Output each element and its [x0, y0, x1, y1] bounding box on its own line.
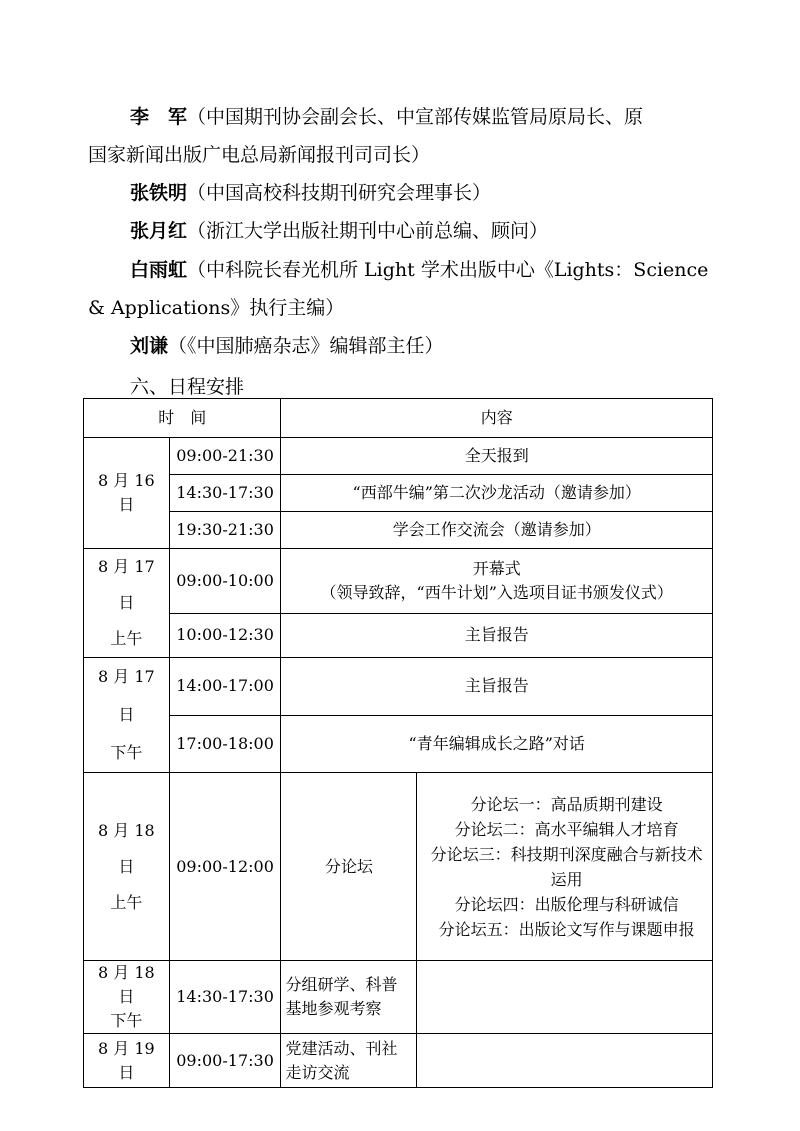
time-cell: 09:00-17:30 [169, 1034, 281, 1088]
sub-forum-item: 分论坛四：出版伦理与科研诚信 [454, 894, 679, 914]
time-cell: 09:00-21:30 [169, 438, 281, 475]
content-cell: 分组研学、科普基地参观考察 [281, 961, 417, 1034]
empty-cell [417, 1034, 713, 1088]
table-row [84, 549, 713, 614]
time-cell: 10:00-12:30 [169, 613, 281, 657]
table-row [84, 773, 713, 961]
sub-forum-item: 分论坛二：高水平编辑人才培育 [454, 819, 679, 839]
person-name: 张铁明 [130, 182, 188, 204]
time-cell: 09:00-12:00 [169, 773, 281, 961]
person-role: （《中国肺癌杂志》编辑部主任） [168, 335, 444, 357]
table-row [84, 961, 713, 1034]
sub-forum-item: 分论坛三：科技期刊深度融合与新技术运用 [430, 844, 703, 889]
table-row [84, 512, 713, 549]
date-label: 8 月 17 日 [97, 557, 155, 612]
time-cell: 14:00-17:00 [169, 658, 281, 716]
sub-forum-item: 分论坛一：高品质期刊建设 [470, 794, 663, 814]
date-label: 8 月 18 日 [97, 963, 155, 1006]
person-1-line-2: 国家新闻出版广电总局新闻报刊司司长） [88, 144, 431, 166]
time-cell: 17:00-18:00 [169, 715, 281, 773]
time-cell: 09:00-10:00 [169, 549, 281, 614]
content-cell: 学会工作交流会（邀请参加） [281, 512, 713, 549]
content-cell: 全天报到 [281, 438, 713, 475]
person-3 [130, 213, 548, 250]
content-cell: 党建活动、刊社走访交流 [281, 1034, 417, 1088]
person-name: 李 军 [130, 106, 188, 128]
header-content: 内容 [281, 399, 713, 438]
date-label: 8 月 17 日 [97, 667, 155, 724]
person-role: （浙江大学出版社期刊中心前总编、顾问） [187, 220, 549, 242]
date-cell [84, 961, 170, 1034]
table-header-row [84, 399, 713, 438]
empty-cell [417, 961, 713, 1034]
person-name: 白雨虹 [130, 259, 188, 281]
table-row [84, 475, 713, 512]
date-cell [84, 773, 170, 961]
content-cell [281, 549, 713, 614]
person-2 [130, 175, 491, 212]
content-cell: 分论坛 [281, 773, 417, 961]
table-row [84, 438, 713, 475]
table-row [84, 658, 713, 716]
schedule-table [83, 398, 713, 1088]
header-time: 时 间 [84, 399, 281, 438]
time-cell: 14:30-17:30 [169, 961, 281, 1034]
person-role: （中国期刊协会副会长、中宣部传媒监管局原局长、原 [187, 106, 644, 128]
date-cell [84, 658, 170, 773]
table-row [84, 613, 713, 657]
content-cell: 主旨报告 [281, 613, 713, 657]
person-4-line-2: & Applications》执行主编） [88, 297, 345, 319]
date-label: 8 月 18 日 [97, 820, 155, 876]
date-cell: 8 月 16 日 [84, 438, 170, 549]
sub-forum-item: 分论坛五：出版论文写作与课题申报 [438, 919, 695, 939]
date-cell: 8 月 19 日 [84, 1034, 170, 1088]
period-label: 下午 [110, 743, 143, 762]
table-row [84, 715, 713, 773]
period-label: 下午 [110, 1011, 143, 1030]
table-row [84, 1034, 713, 1088]
time-cell: 19:30-21:30 [169, 512, 281, 549]
period-label: 上午 [110, 629, 143, 648]
person-1-line-1 [130, 99, 643, 136]
content-line: 开幕式 [472, 558, 521, 578]
person-name: 刘谦 [130, 335, 169, 357]
person-5 [130, 328, 444, 365]
section-heading: 六、日程安排 [130, 376, 245, 398]
person-name: 张月红 [130, 220, 188, 242]
person-4-line-1 [130, 252, 708, 289]
date-cell [84, 549, 170, 658]
person-role: （中国高校科技期刊研究会理事长） [187, 182, 492, 204]
content-cell: 主旨报告 [281, 658, 713, 716]
content-line: （领导致辞，“西牛计划”入选项目证书颁发仪式） [320, 582, 673, 602]
sub-forum-list [417, 773, 713, 961]
content-cell: “青年编辑成长之路”对话 [281, 715, 713, 773]
period-label: 上午 [110, 892, 143, 912]
content-cell: “西部牛编”第二次沙龙活动（邀请参加） [281, 475, 713, 512]
time-cell: 14:30-17:30 [169, 475, 281, 512]
person-role: （中科院长春光机所 Light 学术出版中心《Lights：Science [187, 259, 709, 281]
